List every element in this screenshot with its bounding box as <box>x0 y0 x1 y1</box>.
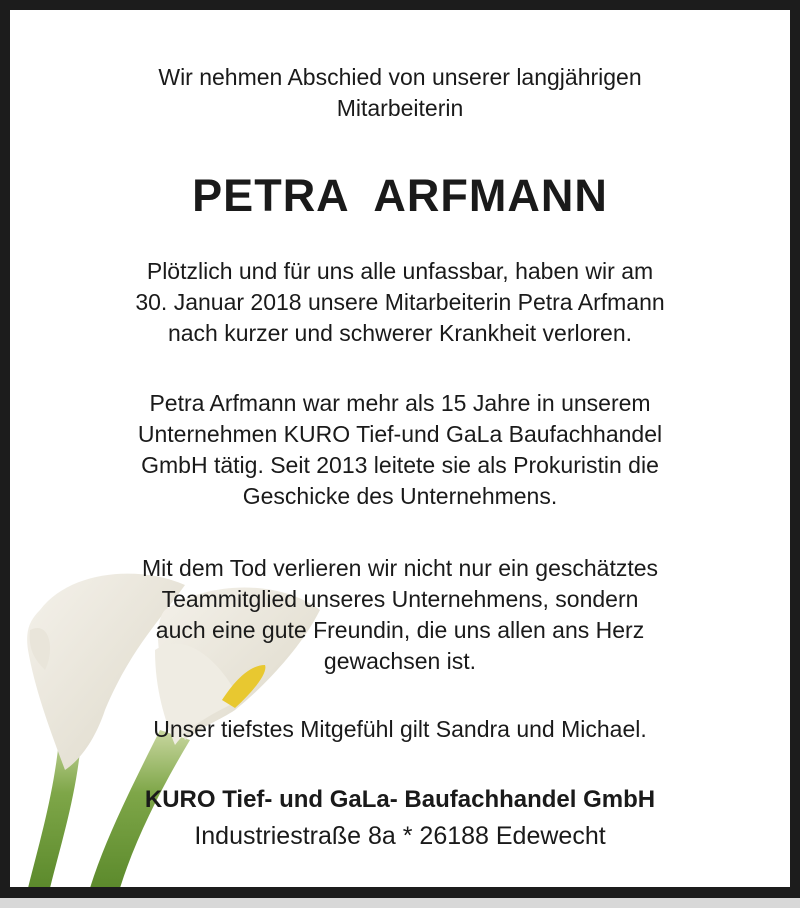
intro-text: Wir nehmen Abschied von unserer langjährigen Mitarbeiterin <box>158 64 642 121</box>
paragraph-4: Unser tiefstes Mitgefühl gilt Sandra und Michael. <box>153 716 647 742</box>
bottom-strip <box>0 898 800 908</box>
deceased-name: PETRA ARFMANN <box>192 170 608 221</box>
company-name: KURO Tief- und GaLa- Baufachhandel GmbH <box>144 786 656 813</box>
company-address: Industriestraße 8a * 26188 Edewecht <box>194 822 606 850</box>
paragraph-3: Mit dem Tod verlieren wir nicht nur ein geschätztes Teammitglied unseres Unternehmens, sondern auch eine gute Freundin, die uns allen ans Herz gewachsen ist. <box>141 555 659 674</box>
paragraph-2: Petra Arfmann war mehr als 15 Jahre in unserem Unternehmen KURO Tief-und GaLa Baufachhandel GmbH tätig. Seit 2013 leitete sie als Prokuristin die Geschicke des Unternehmens. <box>137 390 663 509</box>
paragraph-1: Plötzlich und für uns alle unfassbar, haben wir am 30. Januar 2018 unsere Mitarbeiterin Petra Arfmann nach kurzer und schwerer Krankheit verloren. <box>135 258 665 346</box>
